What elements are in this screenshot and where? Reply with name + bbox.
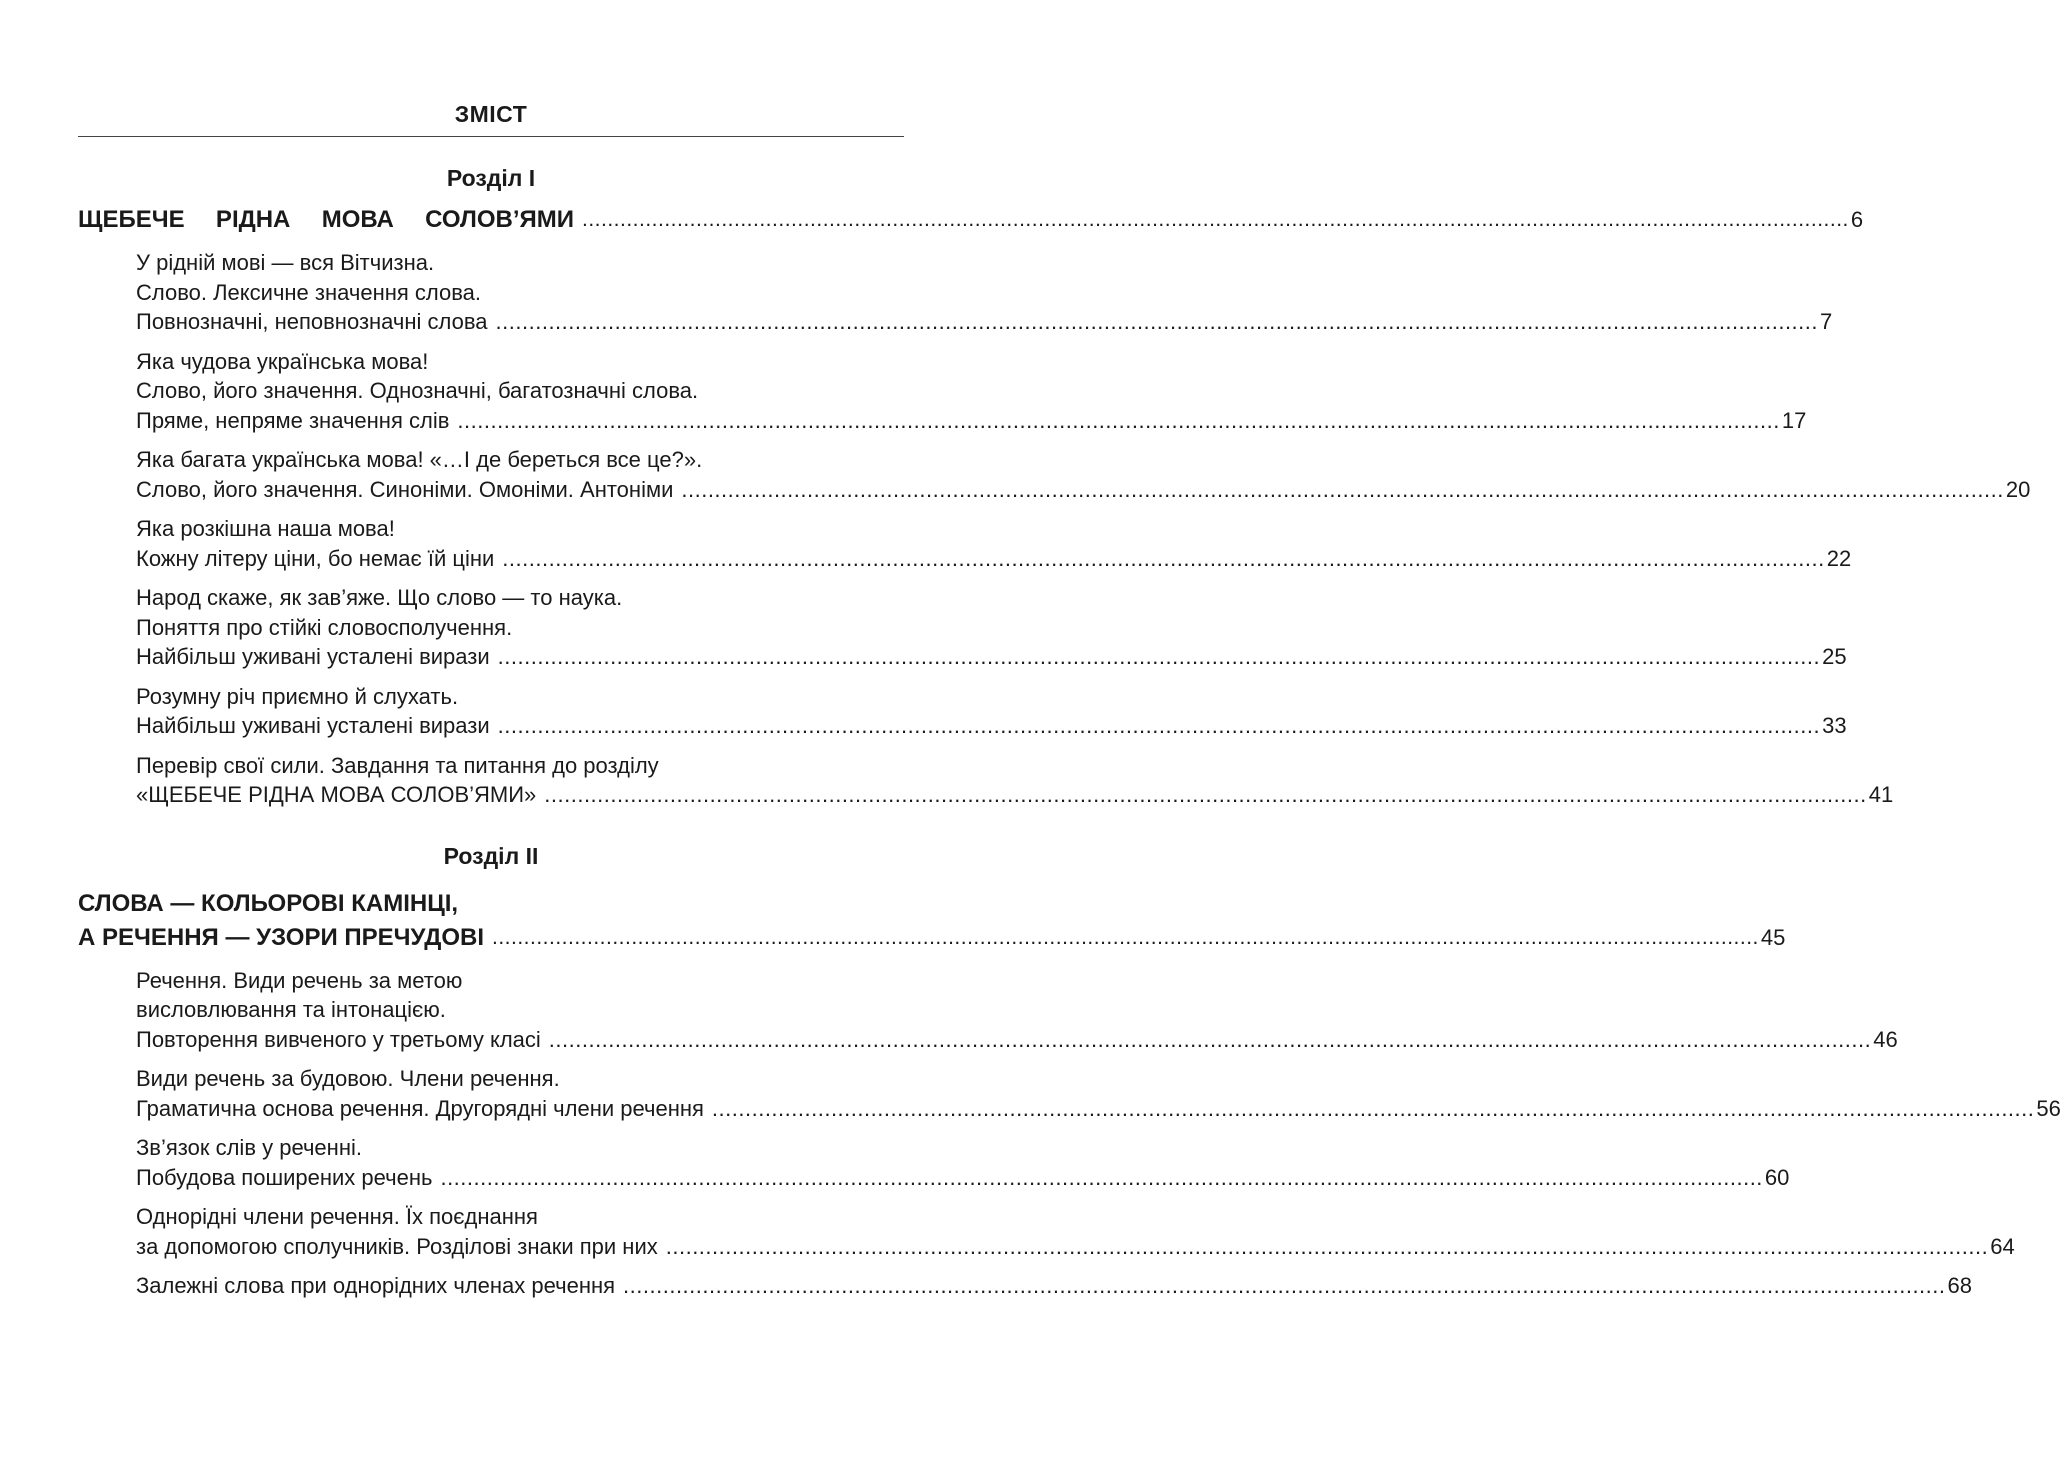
section-2: [78, 841, 2061, 1301]
toc-row: [136, 1271, 1972, 1301]
toc-row: [136, 1094, 2061, 1124]
toc-entry: [136, 248, 1833, 337]
toc-entry: [136, 966, 1898, 1055]
entry-line: Слово. Лексичне значення слова.: [136, 279, 482, 305]
entry-line: Яка багата українська мова! «…І де береться все це?».: [136, 447, 703, 472]
entry-line: Яка чудова українська мова!: [136, 348, 429, 374]
entry-line: Перевір свої сили. Завдання та питання до розділу: [136, 752, 659, 778]
page-number: 45: [1760, 924, 1786, 950]
entry-line: Однорідні члени речення. Їх поєднання: [136, 1204, 538, 1229]
toc-row: [78, 921, 1786, 955]
page-number: 68: [1947, 1273, 1972, 1298]
page-number: 64: [1990, 1233, 2015, 1259]
page-number: 33: [1822, 713, 1847, 738]
entry-line: Поняття про стійкі словосполучення.: [136, 614, 513, 640]
section-heading: Розділ ІІ: [443, 842, 539, 869]
page-number: 7: [1820, 309, 1833, 334]
toc-entry: [136, 1064, 2061, 1123]
entry-line: за допомогою сполучників. Розділові знаки при них: [136, 1233, 658, 1259]
entry-list: [136, 966, 2061, 1301]
section-1: [78, 163, 2031, 810]
entry-line: «ЩЕБЕЧЕ РІДНА МОВА СОЛОВ’ЯМИ»: [136, 782, 537, 807]
page-number: 6: [1850, 207, 1864, 232]
toc-row: [78, 203, 1864, 237]
entry-line: Побудова поширених речень: [136, 1164, 433, 1190]
entry-list: [136, 248, 2031, 810]
toc-entry: [136, 1202, 2015, 1261]
entry-line: Народ скаже, як зав’яже. Що слово — то наука.: [136, 585, 623, 610]
toc-row: [136, 642, 1847, 672]
chapter-title-line: А РЕЧЕННЯ — УЗОРИ ПРЕЧУДОВІ: [78, 923, 484, 951]
dot-leader: ........................................................................................................................................................................................................: [581, 208, 1849, 231]
dot-leader: ........................................................................................................................................................................................................: [497, 644, 1821, 669]
entry-line: Найбільш уживані усталені вирази: [136, 644, 490, 669]
page-number: 41: [1868, 782, 1894, 807]
toc-entry: [136, 682, 1847, 741]
toc-row: [136, 307, 1833, 337]
entry-line: Найбільш уживані усталені вирази: [136, 713, 490, 738]
toc-row: [136, 1025, 1898, 1055]
toc-entry: [136, 583, 1847, 672]
entry-line: Слово, його значення. Однозначні, багатозначні слова.: [136, 378, 699, 403]
dot-leader: ........................................................................................................................................................................................................: [457, 407, 1780, 433]
entry-line: Повторення вивченого у третьому класі: [136, 1026, 541, 1052]
dot-leader: ........................................................................................................................................................................................................: [665, 1233, 1989, 1259]
page-number: 22: [1826, 545, 1852, 571]
toc-row: [136, 1163, 1790, 1193]
toc-entry: [136, 1271, 1972, 1301]
toc-entry: [136, 514, 1852, 573]
entry-line: Залежні слова при однорідних членах речення: [136, 1273, 616, 1298]
entry-line: У рідній мові — вся Вітчизна.: [136, 250, 435, 275]
dot-leader: ........................................................................................................................................................................................................: [544, 782, 1867, 807]
chapter-title: [78, 203, 1864, 237]
dot-leader: ........................................................................................................................................................................................................: [711, 1095, 2035, 1121]
toc-row: [136, 475, 2031, 505]
page-number: 46: [1873, 1026, 1898, 1052]
toc-entry: [136, 445, 2031, 504]
page-number: 56: [2036, 1095, 2061, 1121]
dot-leader: ........................................................................................................................................................................................................: [681, 476, 2004, 502]
toc-row: [136, 544, 1852, 574]
page-number: 20: [2005, 476, 2031, 502]
toc-entry: [136, 347, 1807, 436]
dot-leader: ........................................................................................................................................................................................................: [623, 1273, 1946, 1298]
dot-leader: ........................................................................................................................................................................................................: [491, 925, 1759, 949]
page-number: 17: [1781, 407, 1807, 433]
dot-leader: ........................................................................................................................................................................................................: [495, 309, 1819, 334]
section-heading: Розділ І: [446, 165, 536, 191]
dot-leader: ........................................................................................................................................................................................................: [502, 545, 1825, 571]
dot-leader: ........................................................................................................................................................................................................: [440, 1164, 1763, 1190]
entry-line: Слово, його значення. Синоніми. Омоніми. Антоніми: [136, 476, 674, 502]
toc-row: [136, 406, 1807, 436]
toc-entry: [136, 1133, 1790, 1192]
entry-line: Пряме, непряме значення слів: [136, 407, 450, 433]
entry-line: Зв’язок слів у реченні.: [136, 1135, 362, 1160]
dot-leader: ........................................................................................................................................................................................................: [497, 713, 1821, 738]
toc-row: [136, 711, 1847, 741]
entry-line: Види речень за будовою. Члени речення.: [136, 1066, 560, 1091]
page-number: 60: [1764, 1164, 1790, 1190]
chapter-title: [78, 887, 1786, 955]
toc-row: [136, 1232, 2015, 1262]
page-number: 25: [1822, 644, 1847, 669]
chapter-title-line: СЛОВА — КОЛЬОРОВІ КАМІНЦІ,: [78, 889, 459, 917]
entry-line: Яка розкішна наша мова!: [136, 516, 395, 541]
entry-line: Розумну річ приємно й слухать.: [136, 683, 459, 709]
title-divider: [78, 136, 904, 137]
entry-line: Речення. Види речень за метою: [136, 967, 463, 993]
chapter-title-line: ЩЕБЕЧЕ РІДНА МОВА СОЛОВ’ЯМИ: [78, 206, 574, 233]
entry-line: висловлювання та інтонацією.: [136, 997, 446, 1022]
entry-line: Граматична основа речення. Другорядні члени речення: [136, 1095, 704, 1121]
entry-line: Повнозначні, неповнозначні слова: [136, 309, 488, 334]
toc-row: [136, 780, 1894, 810]
toc-title: ЗМІСТ: [454, 101, 528, 127]
toc-entry: [136, 751, 1894, 810]
dot-leader: ........................................................................................................................................................................................................: [548, 1026, 1872, 1052]
table-of-contents: [78, 96, 2061, 1301]
entry-line: Кожну літеру ціни, бо немає їй ціни: [136, 545, 495, 571]
